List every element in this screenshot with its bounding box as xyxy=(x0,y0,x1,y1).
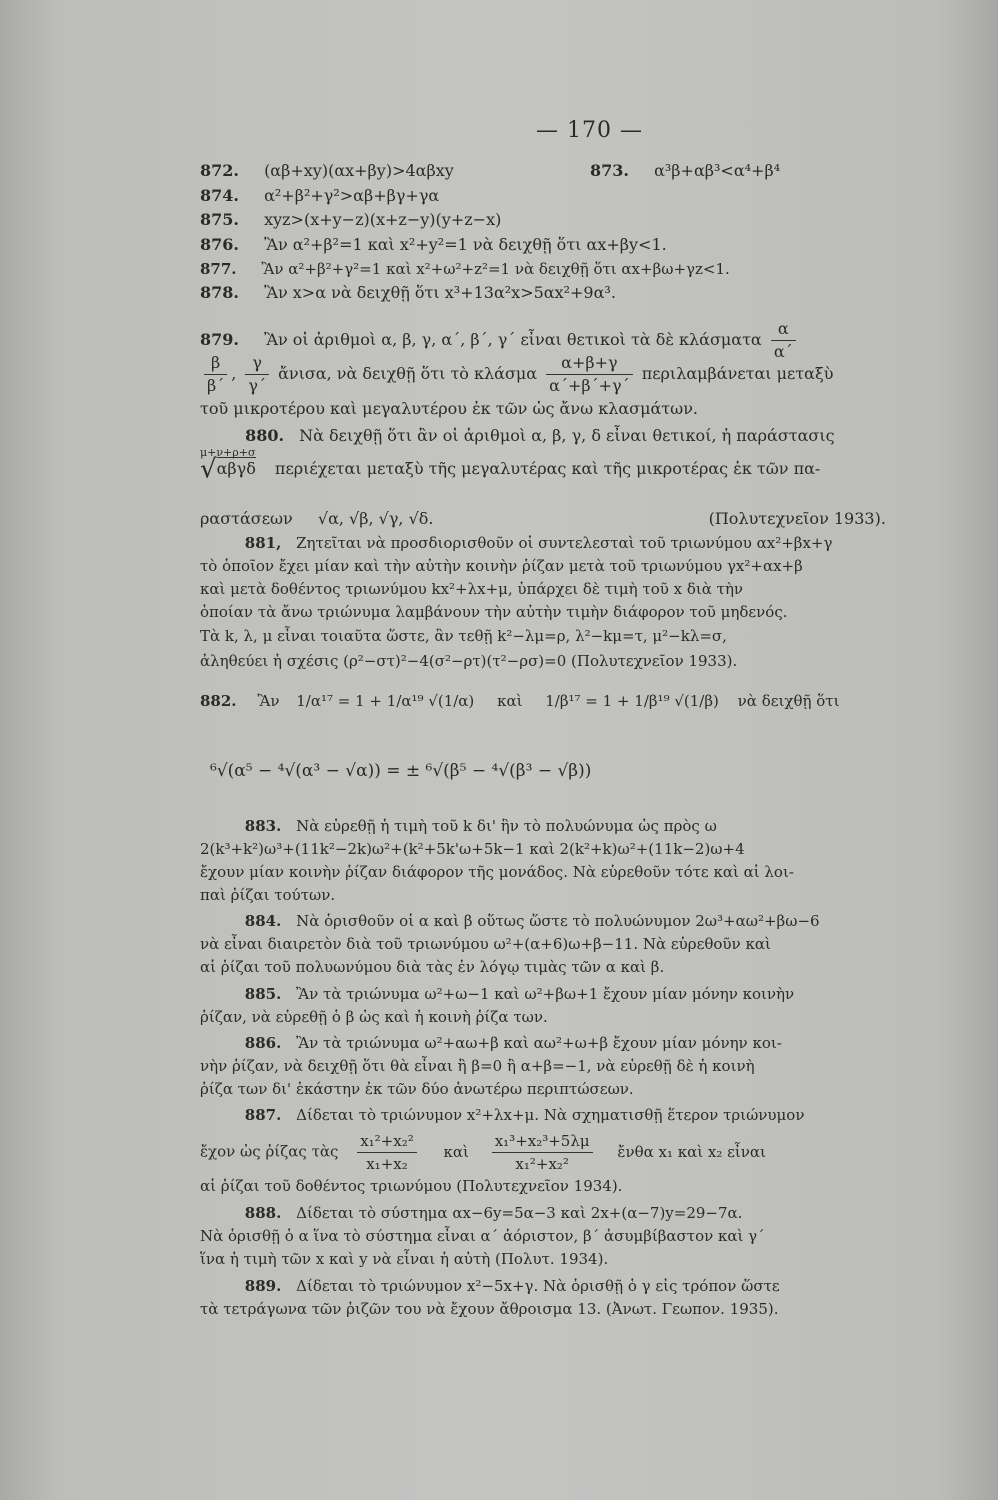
problem-text: ἔνθα x₁ καὶ x₂ εἶναι xyxy=(617,1142,766,1161)
problem-881-line5: Τὰ k, λ, μ εἶναι τοιαῦτα ὥστε, ἂν τεθῇ k²−λμ=ρ, λ²−kμ=τ, μ²−kλ=σ, xyxy=(200,627,727,645)
problem-text: Ζητεῖται νὰ προσδιορισθοῦν οἱ συντελεσταὶ τοῦ τριωνύμου αx²+βx+γ xyxy=(296,534,833,552)
problem-text: Δίδεται τὸ τριώνυμον x²+λx+μ. Νὰ σχηματισθῇ ἕτερον τριώνυμον xyxy=(296,1106,805,1124)
problem-text: Ἂν x>α νὰ δειχθῇ ὅτι x³+13α²x>5αx²+9α³. xyxy=(264,283,616,302)
problem-883-line3: ἔχουν μίαν κοινὴν ῥίζαν διάφορον τῆς μονάδος. Νὰ εὑρεθοῦν τότε καὶ αἱ λοι- xyxy=(200,863,794,881)
equation-beta: 1/β¹⁷ = 1 + 1/β¹⁹ √(1/β) xyxy=(545,692,719,710)
problem-text: (αβ+xy)(αx+βy)>4αβxy xyxy=(264,161,454,180)
problem-number: 873. xyxy=(590,161,629,180)
problem-887-line1 xyxy=(200,1104,804,1126)
problem-number: 887. xyxy=(244,1106,282,1124)
problem-number: 888. xyxy=(244,1204,282,1222)
problem-873 xyxy=(590,160,780,182)
problem-text: Ἂν α²+β²=1 καὶ x²+y²=1 νὰ δειχθῇ ὅτι αx+βy<1. xyxy=(264,235,667,254)
problem-text: καὶ xyxy=(443,1142,469,1161)
problem-886-line2: νὴν ῥίζαν, νὰ δειχθῇ ὅτι θὰ εἶναι ἢ β=0 ἢ α+β=−1, νὰ εὑρεθῇ δὲ ἡ κοινὴ xyxy=(200,1057,755,1075)
problem-text: Νὰ δειχθῇ ὅτι ἂν οἱ ἀριθμοὶ α, β, γ, δ εἶναι θετικοί, ἡ παράστασις xyxy=(299,426,835,445)
problem-874 xyxy=(200,185,439,207)
problem-number: 879. xyxy=(200,330,239,349)
root-index: μ+ν+ρ+σ xyxy=(200,446,256,459)
problem-number: 883. xyxy=(244,817,282,835)
problem-882-result: ⁶√(α⁵ − ⁴√(α³ − √α)) = ± ⁶√(β⁵ − ⁴√(β³ − √β)) xyxy=(210,761,592,781)
problem-883-line2: 2(k³+k²)ω³+(11k²−2k)ω²+(k²+5k'ω+5k−1 καὶ 2(k²+k)ω²+(11k−2)ω+4 xyxy=(200,840,745,858)
problem-888-line3: ἵνα ἡ τιμὴ τῶν x καὶ y νὰ εἶναι ἡ αὐτὴ (Πολυτ. 1934). xyxy=(200,1250,609,1268)
problem-881-line1 xyxy=(200,532,832,554)
problem-881-line6: ἀληθεύει ἡ σχέσις (ρ²−στ)²−4(σ²−ρτ)(τ²−ρσ)=0 (Πολυτεχνεῖον 1933). xyxy=(200,652,738,670)
problem-881-line4: ὁποίαν τὰ ἄνω τριώνυμα λαμβάνουν τὴν αὐτὴν τιμὴν διάφορον τοῦ μηδενός. xyxy=(200,603,788,621)
problem-877 xyxy=(200,258,730,280)
problem-number: 877. xyxy=(200,260,237,278)
problem-881-line3: καὶ μετὰ δοθέντος τριωνύμου kx²+λx+μ, ὑπάρχει δὲ τιμὴ τοῦ x διὰ τὴν xyxy=(200,580,744,598)
problem-text: Δίδεται τὸ σύστημα αx−6y=5α−3 καὶ 2x+(α−7)y=29−7α. xyxy=(296,1204,743,1222)
problem-text: α²+β²+γ²>αβ+βγ+γα xyxy=(264,186,440,205)
problem-text: Νὰ εὑρεθῇ ἡ τιμὴ τοῦ k δι' ἣν τὸ πολυώνυμα ὡς πρὸς ω xyxy=(296,817,717,835)
problem-text: Ἂν τὰ τριώνυμα ω²+ω−1 καὶ ω²+βω+1 ἔχουν μίαν μόνην κοινὴν xyxy=(296,985,795,1003)
problem-872 xyxy=(200,160,454,182)
problem-880-line3 xyxy=(200,508,886,530)
problem-886-line1 xyxy=(200,1032,782,1054)
problem-887-line2 xyxy=(200,1130,766,1175)
problem-number: 881, xyxy=(244,534,282,552)
problem-number: 880. xyxy=(245,426,285,445)
problem-884-line1 xyxy=(200,910,820,932)
problem-880-line2 xyxy=(200,454,821,485)
source-citation: (Πολυτεχνεῖον 1933). xyxy=(708,509,886,528)
problem-882-line1 xyxy=(200,690,839,712)
problem-text: Ἂν τὰ τριώνυμα ω²+αω+β καὶ αω²+ω+β ἔχουν μίαν μόνην κοι- xyxy=(296,1034,782,1052)
problem-text: Ἂν α²+β²+γ²=1 καὶ x²+ω²+z²=1 νὰ δειχθῇ ὅτι αx+βω+γz<1. xyxy=(261,260,730,278)
problem-888-line2: Νὰ ὁρισθῇ ὁ α ἵνα τὸ σύστημα εἶναι α΄ ἀόριστον, β΄ ἀσυμβίβαστον καὶ γ΄ xyxy=(200,1227,765,1245)
problem-number: 872. xyxy=(200,161,239,180)
problem-878 xyxy=(200,282,616,304)
problem-number: 876. xyxy=(200,235,239,254)
problem-text: ἄνισα, νὰ δειχθῇ ὅτι τὸ κλάσμα xyxy=(278,364,538,383)
root-list: √α, √β, √γ, √δ. xyxy=(317,509,434,528)
fraction-sum: $\frac{\alpha+\beta+\gamma}{\alpha΄+\beta΄+\gamma΄}$ xyxy=(546,352,632,397)
radicand: αβγδ xyxy=(216,459,256,478)
equation-alpha: 1/α¹⁷ = 1 + 1/α¹⁹ √(1/α) xyxy=(296,692,475,710)
problem-881-line2: τὸ ὁποῖον ἔχει μίαν καὶ τὴν αὐτὴν κοινὴν ῥίζαν μετὰ τοῦ τριωνύμου γx²+αx+β xyxy=(200,557,803,575)
problem-text: Δίδεται τὸ τριώνυμον x²−5x+γ. Νὰ ὁρισθῇ ὁ γ εἰς τρόπον ὥστε xyxy=(296,1277,780,1295)
problem-889-line1 xyxy=(200,1275,780,1297)
problem-text: Ἂν οἱ ἀριθμοὶ α, β, γ, α΄, β΄, γ΄ εἶναι θετικοὶ τὰ δὲ κλάσματα xyxy=(264,330,762,349)
problem-number: 874. xyxy=(200,186,239,205)
problem-879-line2: $\frac{\beta}{\beta΄}$ , $\frac{\gamma}{\gamma΄}$ ἄνισα, νὰ δειχθῇ ὅτι τὸ κλάσμα $\frac{\alpha+\beta+\gamma}{\alpha΄+\beta΄+\gamma΄}$ περιλαμβάνεται μεταξὺ xyxy=(200,352,834,397)
problem-number: 885. xyxy=(244,985,282,1003)
problem-text: ἔχον ὡς ῥίζας τὰς xyxy=(200,1142,339,1161)
problem-883-line4: παὶ ῥίζαι τούτων. xyxy=(200,886,336,904)
root-fraction-1: $\frac{\text{x₁²+x₂²}}{\text{x₁+x₂}}$ xyxy=(357,1130,417,1175)
problem-text: νὰ δειχθῇ ὅτι xyxy=(737,692,840,710)
problem-885-line1 xyxy=(200,983,794,1005)
problem-text: Ἂν xyxy=(257,692,280,710)
problem-number: 878. xyxy=(200,283,239,302)
fraction-alpha: $\frac{\alpha}{\alpha΄}$ xyxy=(771,318,796,363)
problem-888-line1 xyxy=(200,1202,742,1224)
problem-text: καὶ xyxy=(497,692,523,710)
problem-text: Νὰ ὁρισθοῦν οἱ α καὶ β οὕτως ὥστε τὸ πολυώνυμον 2ω³+αω²+βω−6 xyxy=(296,912,820,930)
problem-text: xyz>(x+y−z)(x+z−y)(y+z−x) xyxy=(264,210,502,229)
problem-text: περιέχεται μεταξὺ τῆς μεγαλυτέρας καὶ τῆς μικροτέρας ἐκ τῶν πα- xyxy=(274,459,821,478)
fraction-gamma: $\frac{\gamma}{\gamma΄}$ xyxy=(245,352,269,397)
problem-887-line3: αἱ ῥίζαι τοῦ δοθέντος τριωνύμου (Πολυτεχνεῖον 1934). xyxy=(200,1177,623,1195)
problem-885-line2: ῥίζαν, νὰ εὑρεθῇ ὁ β ὡς καὶ ἡ κοινὴ ῥίζα των. xyxy=(200,1008,548,1026)
page-number: — 170 — xyxy=(536,118,643,143)
problem-text: περιλαμβάνεται μεταξὺ xyxy=(641,364,834,383)
fraction-beta: $\frac{\beta}{\beta΄}$ xyxy=(204,352,227,397)
problem-879-line3: τοῦ μικροτέρου καὶ μεγαλυτέρου ἐκ τῶν ὡς ἄνω κλασμάτων. xyxy=(200,399,698,418)
problem-number: 884. xyxy=(244,912,282,930)
problem-number: 875. xyxy=(200,210,239,229)
problem-876 xyxy=(200,234,667,256)
problem-883-line1 xyxy=(200,815,717,837)
problem-number: 886. xyxy=(244,1034,282,1052)
problem-884-line3: αἱ ῥίζαι τοῦ πολυωνύμου διὰ τὰς ἐν λόγῳ τιμὰς τῶν α καὶ β. xyxy=(200,958,665,976)
problem-number: 889. xyxy=(244,1277,282,1295)
problem-text: α³β+αβ³<α⁴+β⁴ xyxy=(654,161,781,180)
problem-text: ραστάσεων xyxy=(200,509,293,528)
problem-875 xyxy=(200,209,501,231)
problem-880-line1 xyxy=(200,425,835,447)
problem-884-line2: νὰ εἶναι διαιρετὸν διὰ τοῦ τριωνύμου ω²+(α+6)ω+β−11. Νὰ εὑρεθοῦν καὶ xyxy=(200,935,771,953)
radical-sign: √ xyxy=(200,454,217,485)
problem-889-line2: τὰ τετράγωνα τῶν ῥιζῶν του νὰ ἔχουν ἄθροισμα 13. (Ἀνωτ. Γεωπον. 1935). xyxy=(200,1300,779,1318)
problem-886-line3: ῥίζα των δι' ἑκάστην ἐκ τῶν δύο ἀνωτέρω περιπτώσεων. xyxy=(200,1080,634,1098)
root-fraction-2: $\frac{\text{x₁³+x₂³+5λμ}}{\text{x₁²+x₂²}}$ xyxy=(492,1130,593,1175)
problem-number: 882. xyxy=(200,692,237,710)
